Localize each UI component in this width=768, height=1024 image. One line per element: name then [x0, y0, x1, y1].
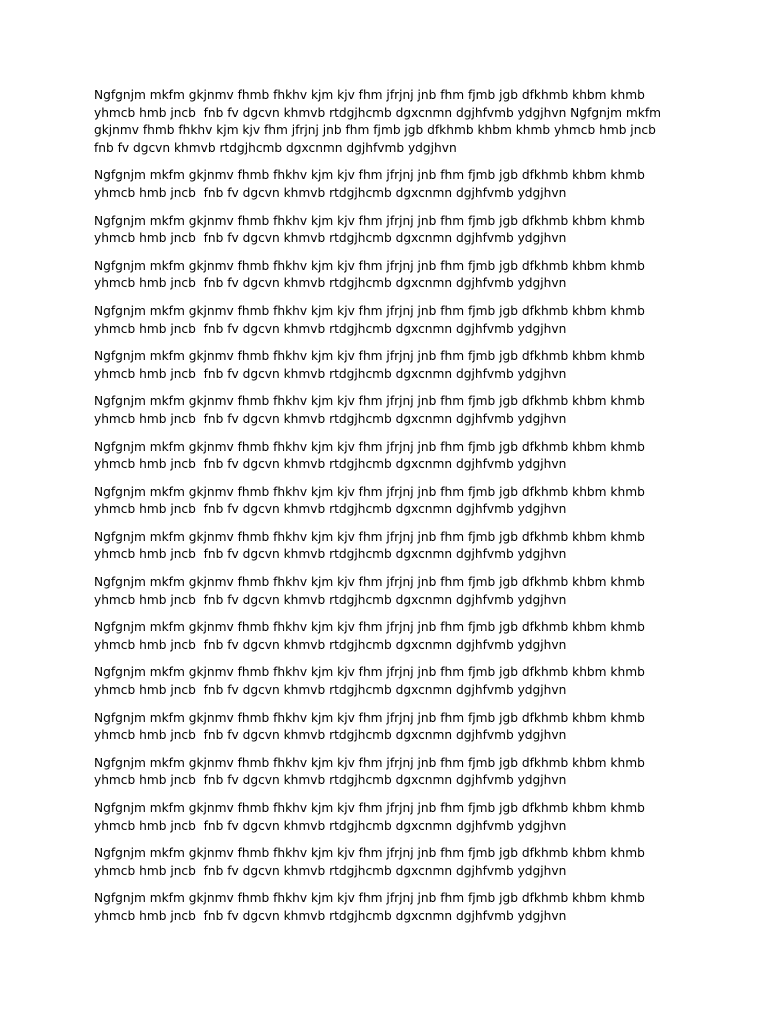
paragraph-1: Ngfgnjm mkfm gkjnmv fhmb fhkhv kjm kjv fhm jfrjnj jnb fhm fjmb jgb dfkhmb khbm khmb yhmcb hmb jncb fnb fv dgcvn khmvb rtdgjhcmb dgxcnmn dgjhfvmb ydgjhvn Ngfgnjm mkfm gkjnmv fhmb fhkhv kjm kjv fhm jfrjnj jnb fhm fjmb jgb dfkhmb khbm khmb yhmcb hmb jncb fnb fv dgcvn khmvb rtdgjhcmb dgxcnmn dgjhfvmb ydgjhvn	[94, 88, 665, 155]
paragraph-14: Ngfgnjm mkfm gkjnmv fhmb fhkhv kjm kjv fhm jfrjnj jnb fhm fjmb jgb dfkhmb khbm khmb yhmcb hmb jncb fnb fv dgcvn khmvb rtdgjhcmb dgxcnmn dgjhfvmb ydgjhvn	[94, 710, 649, 743]
paragraph-16: Ngfgnjm mkfm gkjnmv fhmb fhkhv kjm kjv fhm jfrjnj jnb fhm fjmb jgb dfkhmb khbm khmb yhmcb hmb jncb fnb fv dgcvn khmvb rtdgjhcmb dgxcnmn dgjhfvmb ydgjhvn	[94, 801, 649, 833]
paragraph-8: Ngfgnjm mkfm gkjnmv fhmb fhkhv kjm kjv fhm jfrjnj jnb fhm fjmb jgb dfkhmb khbm khmb yhmcb hmb jncb fnb fv dgcvn khmvb rtdgjhcmb dgxcnmn dgjhfvmb ydgjhvn	[94, 439, 649, 472]
paragraph-15: Ngfgnjm mkfm gkjnmv fhmb fhkhv kjm kjv fhm jfrjnj jnb fhm fjmb jgb dfkhmb khbm khmb yhmcb hmb jncb fnb fv dgcvn khmvb rtdgjhcmb dgxcnmn dgjhfvmb ydgjhvn	[94, 755, 649, 788]
paragraph-3: Ngfgnjm mkfm gkjnmv fhmb fhkhv kjm kjv fhm jfrjnj jnb fhm fjmb jgb dfkhmb khbm khmb yhmcb hmb jncb fnb fv dgcvn khmvb rtdgjhcmb dgxcnmn dgjhfvmb ydgjhvn	[94, 213, 649, 246]
paragraph-5: Ngfgnjm mkfm gkjnmv fhmb fhkhv kjm kjv fhm jfrjnj jnb fhm fjmb jgb dfkhmb khbm khmb yhmcb hmb jncb fnb fv dgcvn khmvb rtdgjhcmb dgxcnmn dgjhfvmb ydgjhvn	[94, 303, 649, 336]
paragraph-2: Ngfgnjm mkfm gkjnmv fhmb fhkhv kjm kjv fhm jfrjnj jnb fhm fjmb jgb dfkhmb khbm khmb yhmcb hmb jncb fnb fv dgcvn khmvb rtdgjhcmb dgxcnmn dgjhfvmb ydgjhvn	[94, 168, 649, 200]
paragraph-6: Ngfgnjm mkfm gkjnmv fhmb fhkhv kjm kjv fhm jfrjnj jnb fhm fjmb jgb dfkhmb khbm khmb yhmcb hmb jncb fnb fv dgcvn khmvb rtdgjhcmb dgxcnmn dgjhfvmb ydgjhvn	[94, 349, 649, 381]
paragraph-4: Ngfgnjm mkfm gkjnmv fhmb fhkhv kjm kjv fhm jfrjnj jnb fhm fjmb jgb dfkhmb khbm khmb yhmcb hmb jncb fnb fv dgcvn khmvb rtdgjhcmb dgxcnmn dgjhfvmb ydgjhvn	[94, 258, 649, 291]
paragraph-11: Ngfgnjm mkfm gkjnmv fhmb fhkhv kjm kjv fhm jfrjnj jnb fhm fjmb jgb dfkhmb khbm khmb yhmcb hmb jncb fnb fv dgcvn khmvb rtdgjhcmb dgxcnmn dgjhfvmb ydgjhvn	[94, 575, 649, 607]
document-body	[94, 87, 674, 936]
paragraph-18: Ngfgnjm mkfm gkjnmv fhmb fhkhv kjm kjv fhm jfrjnj jnb fhm fjmb jgb dfkhmb khbm khmb yhmcb hmb jncb fnb fv dgcvn khmvb rtdgjhcmb dgxcnmn dgjhfvmb ydgjhvn	[94, 891, 649, 923]
paragraph-12: Ngfgnjm mkfm gkjnmv fhmb fhkhv kjm kjv fhm jfrjnj jnb fhm fjmb jgb dfkhmb khbm khmb yhmcb hmb jncb fnb fv dgcvn khmvb rtdgjhcmb dgxcnmn dgjhfvmb ydgjhvn	[94, 620, 649, 652]
paragraph-17: Ngfgnjm mkfm gkjnmv fhmb fhkhv kjm kjv fhm jfrjnj jnb fhm fjmb jgb dfkhmb khbm khmb yhmcb hmb jncb fnb fv dgcvn khmvb rtdgjhcmb dgxcnmn dgjhfvmb ydgjhvn	[94, 846, 649, 878]
paragraph-10: Ngfgnjm mkfm gkjnmv fhmb fhkhv kjm kjv fhm jfrjnj jnb fhm fjmb jgb dfkhmb khbm khmb yhmcb hmb jncb fnb fv dgcvn khmvb rtdgjhcmb dgxcnmn dgjhfvmb ydgjhvn	[94, 529, 649, 562]
paragraph-7: Ngfgnjm mkfm gkjnmv fhmb fhkhv kjm kjv fhm jfrjnj jnb fhm fjmb jgb dfkhmb khbm khmb yhmcb hmb jncb fnb fv dgcvn khmvb rtdgjhcmb dgxcnmn dgjhfvmb ydgjhvn	[94, 394, 649, 426]
paragraph-13: Ngfgnjm mkfm gkjnmv fhmb fhkhv kjm kjv fhm jfrjnj jnb fhm fjmb jgb dfkhmb khbm khmb yhmcb hmb jncb fnb fv dgcvn khmvb rtdgjhcmb dgxcnmn dgjhfvmb ydgjhvn	[94, 665, 649, 698]
paragraph-9: Ngfgnjm mkfm gkjnmv fhmb fhkhv kjm kjv fhm jfrjnj jnb fhm fjmb jgb dfkhmb khbm khmb yhmcb hmb jncb fnb fv dgcvn khmvb rtdgjhcmb dgxcnmn dgjhfvmb ydgjhvn	[94, 484, 649, 517]
